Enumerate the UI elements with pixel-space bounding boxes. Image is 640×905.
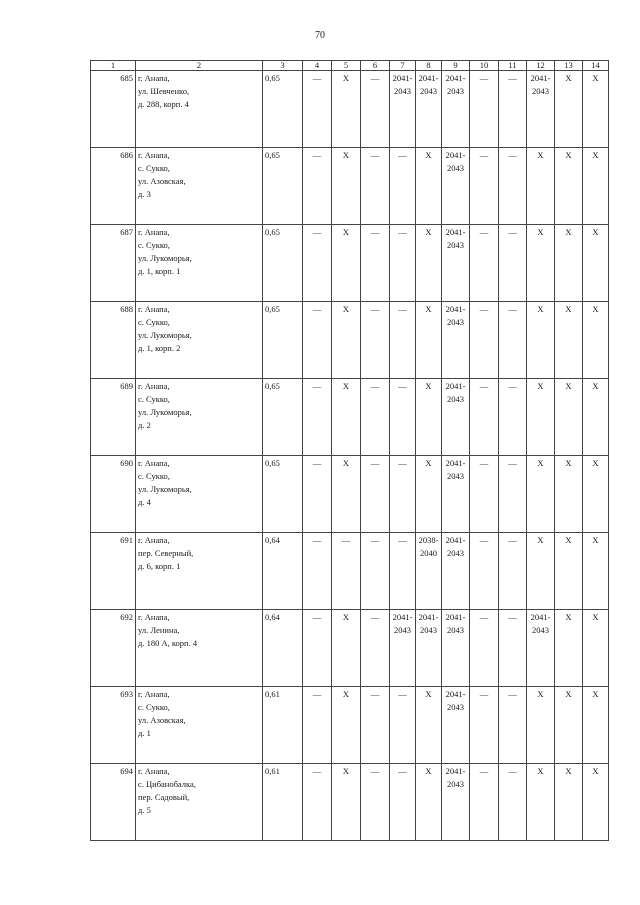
column-4-cell: — [303,533,332,610]
column-5-cell: Х [332,456,361,533]
column-6-cell: — [361,687,390,764]
value-cell: 0,65 [263,302,303,379]
column-10-cell: — [470,225,499,302]
address-cell [136,379,263,456]
column-6-cell: — [361,764,390,841]
column-12-cell: Х [527,456,555,533]
column-8-cell: Х [416,687,442,764]
address-cell [136,610,263,687]
column-header: 6 [361,61,390,71]
address-line: с. Сукко, [138,317,170,327]
column-header: 12 [527,61,555,71]
column-13-cell: Х [555,687,583,764]
address-line: ул. Азовская, [138,176,186,186]
row-number-cell: 689 [91,379,136,456]
address-line: пер. Северный, [138,548,194,558]
column-8-cell: 2041-2043 [416,610,442,687]
column-14-cell: Х [583,148,609,225]
column-11-cell: — [499,302,527,379]
column-12-cell: Х [527,764,555,841]
column-7-cell: — [390,456,416,533]
column-header: 9 [442,61,470,71]
address-line: д. 1, корп. 2 [138,343,181,353]
column-7-cell: — [390,533,416,610]
row-number-cell: 686 [91,148,136,225]
column-6-cell: — [361,610,390,687]
column-9-cell: 2041-2043 [442,302,470,379]
column-12-cell: 2041-2043 [527,71,555,148]
value-cell: 0,64 [263,610,303,687]
address-line: с. Сукко, [138,471,170,481]
address-cell [136,687,263,764]
address-line: д. 3 [138,189,151,199]
address-line: д. 288, корп. 4 [138,99,189,109]
column-6-cell: — [361,71,390,148]
column-6-cell: — [361,148,390,225]
column-9-cell: 2041-2043 [442,687,470,764]
column-4-cell: — [303,456,332,533]
column-10-cell: — [470,71,499,148]
address-line: д. 5 [138,805,151,815]
column-10-cell: — [470,764,499,841]
column-10-cell: — [470,148,499,225]
table-row [91,379,609,456]
address-cell [136,71,263,148]
column-14-cell: Х [583,764,609,841]
column-9-cell: 2041-2043 [442,225,470,302]
column-14-cell: Х [583,687,609,764]
column-4-cell: — [303,379,332,456]
column-11-cell: — [499,687,527,764]
column-13-cell: Х [555,148,583,225]
column-13-cell: Х [555,379,583,456]
column-8-cell: Х [416,225,442,302]
column-11-cell: — [499,610,527,687]
address-line: ул. Лукоморья, [138,484,192,494]
column-7-cell: 2041-2043 [390,610,416,687]
address-line: г. Анапа, [138,689,170,699]
column-12-cell: 2041-2043 [527,610,555,687]
column-6-cell: — [361,379,390,456]
column-5-cell: Х [332,148,361,225]
address-cell [136,533,263,610]
row-number-cell: 693 [91,687,136,764]
column-7-cell: 2041-2043 [390,71,416,148]
value-cell: 0,64 [263,533,303,610]
column-5-cell: Х [332,302,361,379]
column-11-cell: — [499,71,527,148]
column-4-cell: — [303,71,332,148]
row-number-cell: 692 [91,610,136,687]
table-row [91,225,609,302]
column-header: 14 [583,61,609,71]
column-4-cell: — [303,687,332,764]
column-8-cell: 2038-2040 [416,533,442,610]
address-line: ул. Ленина, [138,625,180,635]
table-row [91,533,609,610]
column-9-cell: 2041-2043 [442,456,470,533]
address-line: г. Анапа, [138,535,170,545]
column-10-cell: — [470,533,499,610]
row-number-cell: 685 [91,71,136,148]
address-line: пер. Садовый, [138,792,190,802]
value-cell: 0,65 [263,225,303,302]
column-4-cell: — [303,225,332,302]
address-line: д. 1, корп. 1 [138,266,181,276]
column-6-cell: — [361,225,390,302]
column-6-cell: — [361,302,390,379]
value-cell: 0,65 [263,379,303,456]
column-11-cell: — [499,764,527,841]
page-number: 70 [315,30,325,41]
column-14-cell: Х [583,456,609,533]
column-7-cell: — [390,379,416,456]
column-header: 10 [470,61,499,71]
row-number-cell: 687 [91,225,136,302]
column-header: 7 [390,61,416,71]
address-line: д. 6, корп. 1 [138,561,181,571]
address-line: г. Анапа, [138,458,170,468]
column-12-cell: Х [527,148,555,225]
row-number-cell: 688 [91,302,136,379]
column-14-cell: Х [583,610,609,687]
address-line: г. Анапа, [138,766,170,776]
column-14-cell: Х [583,225,609,302]
table-body [91,71,609,841]
address-line: ул. Шевченко, [138,86,190,96]
address-line: д. 1 [138,728,151,738]
address-line: д. 180 А, корп. 4 [138,638,198,648]
column-5-cell: Х [332,764,361,841]
address-line: с. Сукко, [138,394,170,404]
table-row [91,687,609,764]
value-cell: 0,65 [263,456,303,533]
value-cell: 0,61 [263,687,303,764]
column-9-cell: 2041-2043 [442,379,470,456]
column-13-cell: Х [555,764,583,841]
column-10-cell: — [470,610,499,687]
column-12-cell: Х [527,379,555,456]
column-12-cell: Х [527,533,555,610]
column-11-cell: — [499,456,527,533]
column-8-cell: Х [416,379,442,456]
address-line: с. Цибанобалка, [138,779,196,789]
column-14-cell: Х [583,71,609,148]
address-line: с. Сукко, [138,240,170,250]
column-9-cell: 2041-2043 [442,148,470,225]
column-8-cell: Х [416,148,442,225]
address-line: с. Сукко, [138,702,170,712]
table-row [91,302,609,379]
value-cell: 0,61 [263,764,303,841]
column-7-cell: — [390,687,416,764]
address-line: ул. Лукоморья, [138,330,192,340]
column-14-cell: Х [583,302,609,379]
table-row [91,610,609,687]
column-8-cell: Х [416,302,442,379]
column-header: 5 [332,61,361,71]
column-13-cell: Х [555,610,583,687]
address-line: с. Сукко, [138,163,170,173]
column-header: 8 [416,61,442,71]
column-10-cell: — [470,687,499,764]
address-line: д. 4 [138,497,151,507]
column-5-cell: — [332,533,361,610]
column-10-cell: — [470,379,499,456]
table-row [91,456,609,533]
column-7-cell: — [390,225,416,302]
column-12-cell: Х [527,687,555,764]
value-cell: 0,65 [263,71,303,148]
address-line: д. 2 [138,420,151,430]
column-4-cell: — [303,610,332,687]
row-number-cell: 690 [91,456,136,533]
address-line: г. Анапа, [138,150,170,160]
column-9-cell: 2041-2043 [442,764,470,841]
column-4-cell: — [303,148,332,225]
column-11-cell: — [499,533,527,610]
column-5-cell: Х [332,225,361,302]
column-9-cell: 2041-2043 [442,533,470,610]
column-6-cell: — [361,533,390,610]
table-row [91,71,609,148]
column-13-cell: Х [555,71,583,148]
address-cell [136,302,263,379]
address-line: ул. Лукоморья, [138,253,192,263]
column-8-cell: Х [416,456,442,533]
address-line: ул. Азовская, [138,715,186,725]
column-9-cell: 2041-2043 [442,610,470,687]
column-13-cell: Х [555,302,583,379]
address-cell [136,148,263,225]
address-line: г. Анапа, [138,612,170,622]
column-header: 13 [555,61,583,71]
column-header: 11 [499,61,527,71]
column-8-cell: Х [416,764,442,841]
column-11-cell: — [499,379,527,456]
column-13-cell: Х [555,533,583,610]
header-row [91,61,609,71]
column-7-cell: — [390,302,416,379]
column-4-cell: — [303,764,332,841]
column-6-cell: — [361,456,390,533]
value-cell: 0,65 [263,148,303,225]
column-12-cell: Х [527,225,555,302]
column-14-cell: Х [583,379,609,456]
column-header: 3 [263,61,303,71]
column-10-cell: — [470,456,499,533]
column-5-cell: Х [332,687,361,764]
column-14-cell: Х [583,533,609,610]
address-line: ул. Лукоморья, [138,407,192,417]
column-11-cell: — [499,148,527,225]
column-header: 4 [303,61,332,71]
column-9-cell: 2041-2043 [442,71,470,148]
column-11-cell: — [499,225,527,302]
column-header: 2 [136,61,263,71]
column-7-cell: — [390,148,416,225]
table-row [91,764,609,841]
table-row [91,148,609,225]
row-number-cell: 691 [91,533,136,610]
column-13-cell: Х [555,456,583,533]
housing-register-table [90,60,609,841]
address-cell [136,225,263,302]
column-5-cell: Х [332,610,361,687]
column-header: 1 [91,61,136,71]
address-line: г. Анапа, [138,381,170,391]
address-line: г. Анапа, [138,304,170,314]
column-5-cell: Х [332,379,361,456]
column-5-cell: Х [332,71,361,148]
column-7-cell: — [390,764,416,841]
column-8-cell: 2041-2043 [416,71,442,148]
column-4-cell: — [303,302,332,379]
address-cell [136,764,263,841]
column-10-cell: — [470,302,499,379]
column-12-cell: Х [527,302,555,379]
address-line: г. Анапа, [138,227,170,237]
column-13-cell: Х [555,225,583,302]
address-line: г. Анапа, [138,73,170,83]
address-cell [136,456,263,533]
row-number-cell: 694 [91,764,136,841]
